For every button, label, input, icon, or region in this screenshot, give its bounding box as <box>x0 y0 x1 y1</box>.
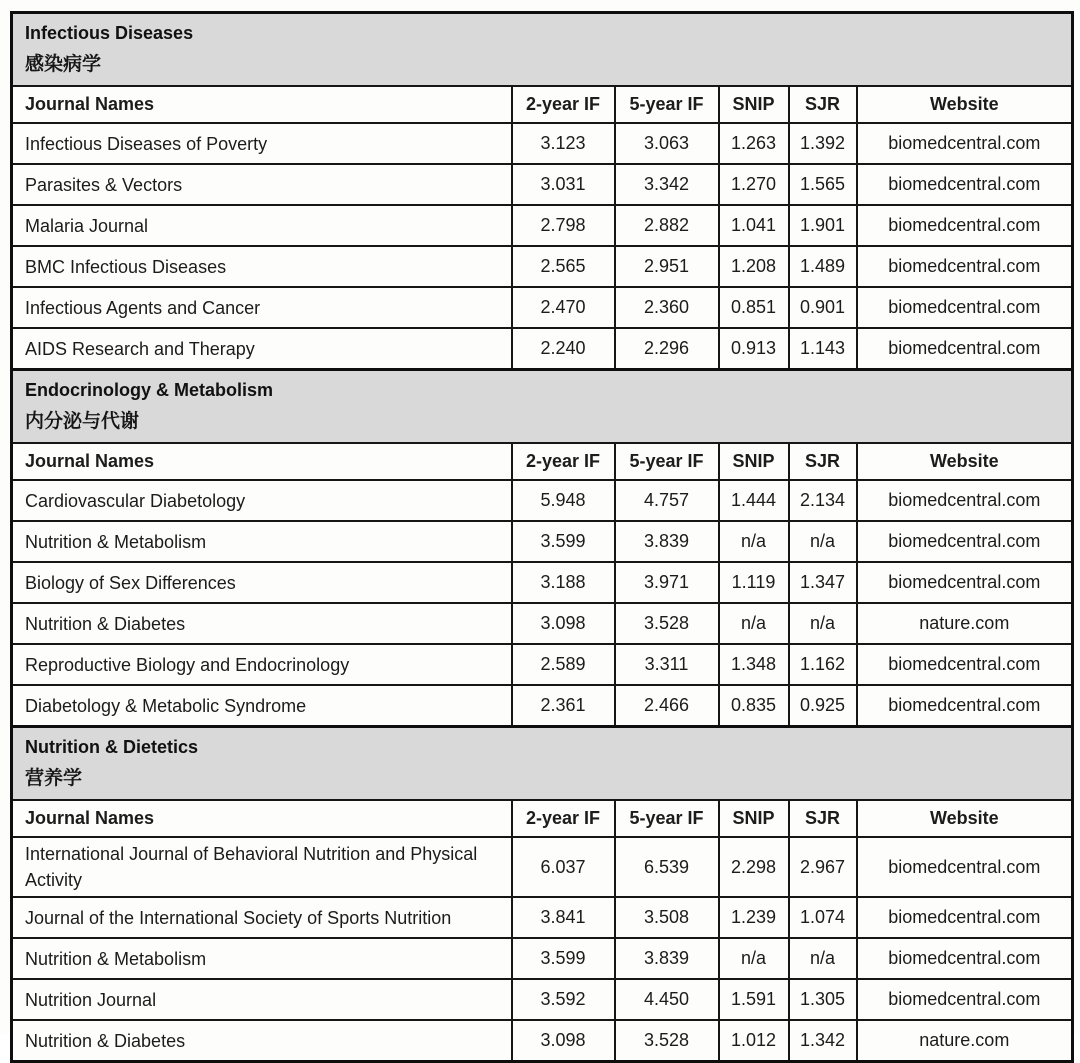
column-header: Website <box>857 800 1073 837</box>
two-year-if-cell: 3.599 <box>512 521 615 562</box>
website-cell: biomedcentral.com <box>857 685 1073 727</box>
sjr-cell: n/a <box>789 521 857 562</box>
column-header: SJR <box>789 800 857 837</box>
journal-name-cell: Nutrition & Diabetes <box>12 603 512 644</box>
sjr-cell: 1.489 <box>789 246 857 287</box>
table-row <box>12 1020 1073 1062</box>
five-year-if-cell: 6.539 <box>615 837 719 897</box>
column-header: 2-year IF <box>512 800 615 837</box>
sjr-cell: 2.134 <box>789 480 857 521</box>
table-row <box>12 644 1073 685</box>
table-row <box>12 897 1073 938</box>
journal-name-cell: AIDS Research and Therapy <box>12 328 512 370</box>
two-year-if-cell: 3.592 <box>512 979 615 1020</box>
section-header-row <box>12 727 1073 801</box>
table-row <box>12 246 1073 287</box>
snip-cell: 1.591 <box>719 979 789 1020</box>
two-year-if-cell: 2.470 <box>512 287 615 328</box>
website-cell: biomedcentral.com <box>857 205 1073 246</box>
snip-cell: 1.041 <box>719 205 789 246</box>
two-year-if-cell: 3.123 <box>512 123 615 164</box>
five-year-if-cell: 3.971 <box>615 562 719 603</box>
table-row <box>12 979 1073 1020</box>
table-row <box>12 328 1073 370</box>
column-header: 2-year IF <box>512 443 615 480</box>
journal-name-cell: Nutrition & Diabetes <box>12 1020 512 1062</box>
column-header: SNIP <box>719 443 789 480</box>
snip-cell: n/a <box>719 603 789 644</box>
snip-cell: n/a <box>719 521 789 562</box>
table-row <box>12 685 1073 727</box>
journal-name-cell: Nutrition Journal <box>12 979 512 1020</box>
column-header: Journal Names <box>12 86 512 123</box>
two-year-if-cell: 2.798 <box>512 205 615 246</box>
two-year-if-cell: 3.098 <box>512 603 615 644</box>
journal-name-cell: Diabetology & Metabolic Syndrome <box>12 685 512 727</box>
two-year-if-cell: 6.037 <box>512 837 615 897</box>
snip-cell: 2.298 <box>719 837 789 897</box>
five-year-if-cell: 4.450 <box>615 979 719 1020</box>
journal-name-cell: BMC Infectious Diseases <box>12 246 512 287</box>
column-header: 2-year IF <box>512 86 615 123</box>
section-title-zh: 内分泌与代谢 <box>25 411 140 432</box>
journal-name-cell: International Journal of Behavioral Nutrition and Physical Activity <box>12 837 512 897</box>
journal-name-cell: Biology of Sex Differences <box>12 562 512 603</box>
website-cell: nature.com <box>857 603 1073 644</box>
snip-cell: 0.851 <box>719 287 789 328</box>
column-header: 5-year IF <box>615 800 719 837</box>
section-title-en: Endocrinology & Metabolism <box>25 380 274 400</box>
snip-cell: 1.239 <box>719 897 789 938</box>
journal-name-cell: Infectious Agents and Cancer <box>12 287 512 328</box>
two-year-if-cell: 2.240 <box>512 328 615 370</box>
column-header-row <box>12 86 1073 123</box>
five-year-if-cell: 3.063 <box>615 123 719 164</box>
snip-cell: 1.012 <box>719 1020 789 1062</box>
sjr-cell: n/a <box>789 603 857 644</box>
sjr-cell: 1.342 <box>789 1020 857 1062</box>
sjr-cell: 1.074 <box>789 897 857 938</box>
website-cell: biomedcentral.com <box>857 979 1073 1020</box>
table-row <box>12 480 1073 521</box>
two-year-if-cell: 3.031 <box>512 164 615 205</box>
website-cell: biomedcentral.com <box>857 164 1073 205</box>
five-year-if-cell: 2.296 <box>615 328 719 370</box>
two-year-if-cell: 2.589 <box>512 644 615 685</box>
sjr-cell: 1.901 <box>789 205 857 246</box>
table-body <box>12 13 1073 1062</box>
website-cell: biomedcentral.com <box>857 897 1073 938</box>
column-header: SNIP <box>719 800 789 837</box>
journal-name-cell: Cardiovascular Diabetology <box>12 480 512 521</box>
sjr-cell: 1.162 <box>789 644 857 685</box>
two-year-if-cell: 2.361 <box>512 685 615 727</box>
journal-name-cell: Infectious Diseases of Poverty <box>12 123 512 164</box>
five-year-if-cell: 3.528 <box>615 603 719 644</box>
snip-cell: 0.835 <box>719 685 789 727</box>
five-year-if-cell: 4.757 <box>615 480 719 521</box>
sjr-cell: 1.143 <box>789 328 857 370</box>
snip-cell: 1.348 <box>719 644 789 685</box>
five-year-if-cell: 3.528 <box>615 1020 719 1062</box>
journal-name-cell: Nutrition & Metabolism <box>12 521 512 562</box>
snip-cell: 0.913 <box>719 328 789 370</box>
snip-cell: 1.270 <box>719 164 789 205</box>
two-year-if-cell: 3.841 <box>512 897 615 938</box>
section-header-cell <box>12 13 1073 87</box>
five-year-if-cell: 3.342 <box>615 164 719 205</box>
snip-cell: 1.263 <box>719 123 789 164</box>
table-row <box>12 164 1073 205</box>
website-cell: nature.com <box>857 1020 1073 1062</box>
section-header-row <box>12 13 1073 87</box>
five-year-if-cell: 2.951 <box>615 246 719 287</box>
column-header: Journal Names <box>12 443 512 480</box>
table-row <box>12 287 1073 328</box>
five-year-if-cell: 3.839 <box>615 521 719 562</box>
column-header: SJR <box>789 443 857 480</box>
section-header-row <box>12 370 1073 444</box>
website-cell: biomedcentral.com <box>857 837 1073 897</box>
two-year-if-cell: 3.098 <box>512 1020 615 1062</box>
table-row <box>12 603 1073 644</box>
five-year-if-cell: 2.466 <box>615 685 719 727</box>
snip-cell: 1.119 <box>719 562 789 603</box>
five-year-if-cell: 2.882 <box>615 205 719 246</box>
table-row <box>12 837 1073 897</box>
website-cell: biomedcentral.com <box>857 287 1073 328</box>
journal-name-cell: Parasites & Vectors <box>12 164 512 205</box>
two-year-if-cell: 5.948 <box>512 480 615 521</box>
sjr-cell: 1.305 <box>789 979 857 1020</box>
website-cell: biomedcentral.com <box>857 480 1073 521</box>
column-header: Website <box>857 86 1073 123</box>
sjr-cell: 0.925 <box>789 685 857 727</box>
website-cell: biomedcentral.com <box>857 938 1073 979</box>
two-year-if-cell: 2.565 <box>512 246 615 287</box>
column-header: Journal Names <box>12 800 512 837</box>
table-row <box>12 562 1073 603</box>
website-cell: biomedcentral.com <box>857 562 1073 603</box>
sjr-cell: n/a <box>789 938 857 979</box>
five-year-if-cell: 3.839 <box>615 938 719 979</box>
section-title-en: Infectious Diseases <box>25 23 194 43</box>
sjr-cell: 2.967 <box>789 837 857 897</box>
sjr-cell: 1.347 <box>789 562 857 603</box>
column-header: 5-year IF <box>615 86 719 123</box>
website-cell: biomedcentral.com <box>857 123 1073 164</box>
snip-cell: 1.208 <box>719 246 789 287</box>
journal-name-cell: Journal of the International Society of Sports Nutrition <box>12 897 512 938</box>
section-title-zh: 感染病学 <box>25 54 102 75</box>
column-header: SJR <box>789 86 857 123</box>
two-year-if-cell: 3.188 <box>512 562 615 603</box>
sjr-cell: 1.565 <box>789 164 857 205</box>
journal-name-cell: Nutrition & Metabolism <box>12 938 512 979</box>
journal-name-cell: Malaria Journal <box>12 205 512 246</box>
website-cell: biomedcentral.com <box>857 521 1073 562</box>
table-row <box>12 938 1073 979</box>
column-header: SNIP <box>719 86 789 123</box>
website-cell: biomedcentral.com <box>857 328 1073 370</box>
column-header-row <box>12 800 1073 837</box>
snip-cell: 1.444 <box>719 480 789 521</box>
section-header-cell <box>12 370 1073 444</box>
table-row <box>12 521 1073 562</box>
five-year-if-cell: 3.508 <box>615 897 719 938</box>
table-row <box>12 123 1073 164</box>
journal-impact-factor-table <box>10 11 1074 1063</box>
table-row <box>12 205 1073 246</box>
two-year-if-cell: 3.599 <box>512 938 615 979</box>
section-title-zh: 营养学 <box>25 768 83 789</box>
column-header-row <box>12 443 1073 480</box>
sjr-cell: 0.901 <box>789 287 857 328</box>
section-title-en: Nutrition & Dietetics <box>25 737 199 757</box>
snip-cell: n/a <box>719 938 789 979</box>
journal-name-cell: Reproductive Biology and Endocrinology <box>12 644 512 685</box>
five-year-if-cell: 3.311 <box>615 644 719 685</box>
column-header: 5-year IF <box>615 443 719 480</box>
column-header: Website <box>857 443 1073 480</box>
sjr-cell: 1.392 <box>789 123 857 164</box>
website-cell: biomedcentral.com <box>857 644 1073 685</box>
five-year-if-cell: 2.360 <box>615 287 719 328</box>
section-header-cell <box>12 727 1073 801</box>
website-cell: biomedcentral.com <box>857 246 1073 287</box>
